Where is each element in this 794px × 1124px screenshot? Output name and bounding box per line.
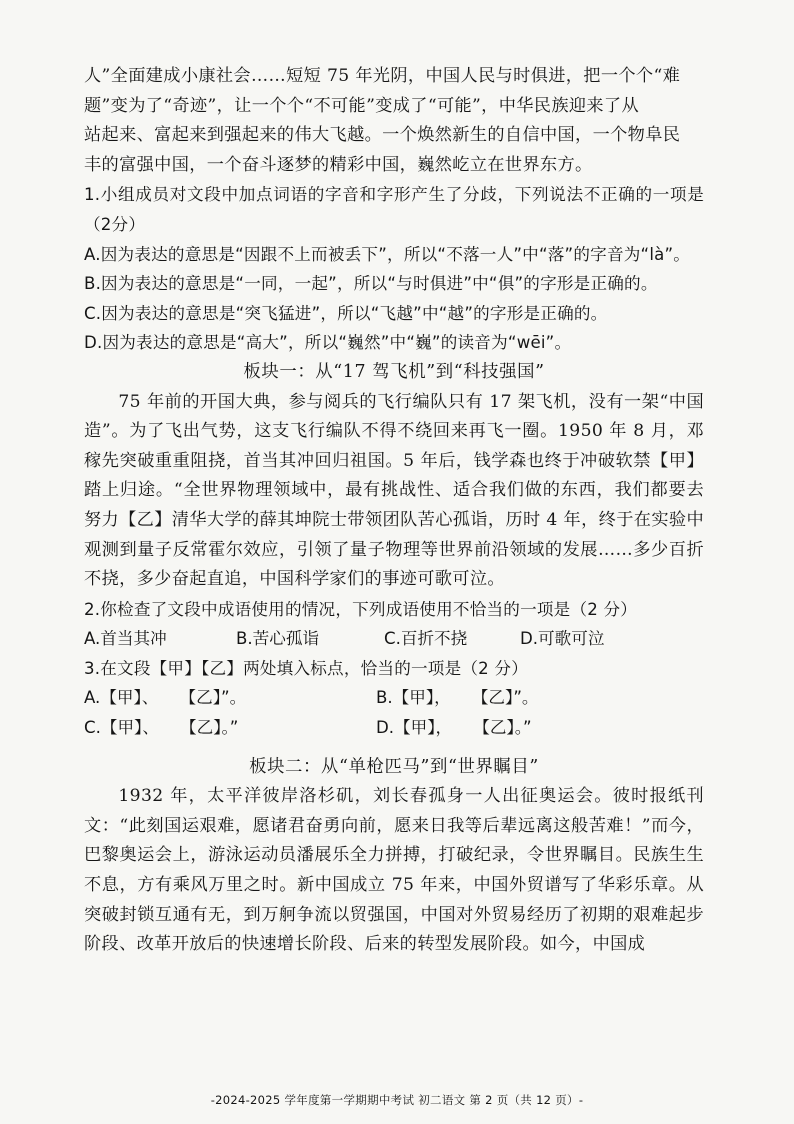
question-2-option-a: A.首当其冲 (84, 629, 167, 649)
question-2-options (84, 624, 704, 654)
question-3-option-d: D.【甲】， 【乙】。” (376, 718, 532, 738)
intro-line-3: 站起来、富起来到强起来的伟大飞越。一个焕然新生的自信中国，一个物阜民 (84, 125, 681, 146)
intro-line-2: 题”变为了“奇迹”，让一个个“不可能”变成了“可能”，中华民族迎来了从 (84, 95, 640, 116)
section-1-title: 板块一：从“17 驾飞机”到“科技强国” (243, 361, 545, 382)
section-2-title: 板块二：从“单枪匹马”到“世界瞩目” (249, 756, 539, 777)
intro-passage (84, 62, 704, 180)
section-1-passage: 75 年前的开国大典，参与阅兵的飞行编队只有 17 架飞机，没有一架“中国造”。为了飞出气势，这支飞行编队不得不绕回来再飞一圈。1950 年 8 月，邓稼先突破重重阻挠，首当其冲回归祖国。5 年后，钱学森也终于冲破软禁【甲】踏上归途。“全世界物理领域中，最有挑战性、适合我们做的东西，我们都要去努力【乙】清华大学的薛其坤院士带领团队苦心孤诣，历时 4 年，终于在实验中观测到量子反常霍尔效应，引领了量子物理等世界前沿领域的发展……多少百折不挠，多少奋起直追，中国科学家们的事迹可歌可泣。 (84, 391, 704, 590)
question-1-option-b: B.因为表达的意思是“一同，一起”，所以“与时俱进”中“俱”的字形是正确的。 (84, 274, 658, 294)
question-2-option-d: D.可歌可泣 (520, 629, 605, 649)
question-1-option-a: A.因为表达的意思是“因跟不上而被丢下”，所以“不落一人”中“落”的字音为“là”。 (84, 244, 691, 264)
intro-line-1: 人”全面建成小康社会……短短 75 年光阴，中国人民与时俱进，把一个个“难 (84, 66, 681, 86)
question-2-option-c: C.百折不挠 (384, 629, 468, 649)
question-3-stem: 3.在文段【甲】【乙】两处填入标点，恰当的一项是（2 分） (84, 658, 529, 678)
section-2-passage: 1932 年，太平洋彼岸洛杉矶，刘长春孤身一人出征奥运会。彼时报纸刊文：“此刻国运艰难，愿诸君奋勇向前，愿来日我等后辈远离这般苦难！”而今，巴黎奥运会上，游泳运动员潘展乐全力拼搏，打破纪录，令世界瞩目。民族生生不息，方有乘风万里之时。新中国成立 75 年来，中国外贸谱写了华彩乐章。从突破封锁互通有无，到万舸争流以贸强国，中国对外贸易经历了初期的艰难起步阶段、改革开放后的快速增长阶段、后来的转型发展阶段。如今，中国成 (84, 786, 704, 955)
intro-line-4: 丰的富强中国，一个奋斗逐梦的精彩中国，巍然屹立在世界东方。 (84, 154, 593, 175)
question-1-option-c: C.因为表达的意思是“突飞猛进”，所以“飞越”中“越”的字形是正确的。 (84, 303, 608, 323)
question-3-option-a: A.【甲】、 【乙】”。 (84, 688, 247, 708)
question-1 (84, 180, 704, 358)
question-3-option-c: C.【甲】、 【乙】。” (84, 718, 239, 738)
question-3 (84, 654, 704, 743)
question-1-option-d: D.因为表达的意思是“高大”，所以“巍然”中“巍”的读音为“wēi”。 (84, 333, 572, 353)
question-3-options-row-2 (84, 713, 704, 743)
question-2-stem: 2.你检查了文段中成语使用的情况，下列成语使用不恰当的一项是（2 分） (84, 599, 638, 619)
question-3-options-row-1 (84, 683, 704, 713)
question-2-option-b: B.苦心孤诣 (236, 629, 320, 649)
question-3-option-b: B.【甲】， 【乙】”。 (376, 688, 539, 708)
question-2 (84, 595, 704, 654)
question-1-stem: 1.小组成员对文段中加点词语的字音和字形产生了分歧，下列说法不正确的一项是（2分） (84, 185, 704, 234)
page-footer: -2024-2025 学年度第一学期期中考试 初二语文 第 2 页（共 12 页）- (210, 1093, 584, 1107)
